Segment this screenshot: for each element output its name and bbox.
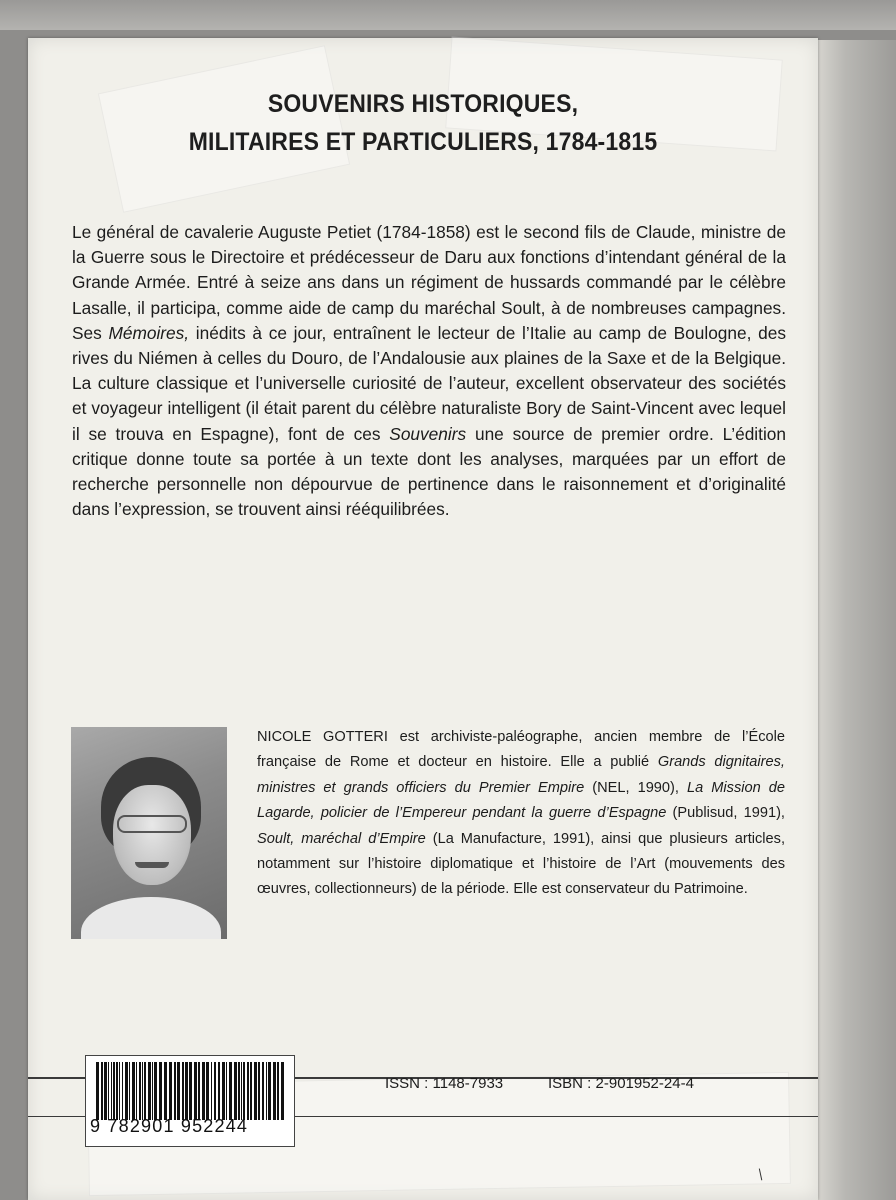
barcode-bar (250, 1062, 252, 1120)
barcode-bar (262, 1062, 264, 1120)
barcode-bar (108, 1062, 109, 1120)
barcode-bar (273, 1062, 276, 1120)
barcode-bar (243, 1062, 245, 1120)
barcode-bar (194, 1062, 197, 1120)
barcode-bar (122, 1062, 123, 1120)
barcode-bar (189, 1062, 192, 1120)
barcode-bar (258, 1062, 260, 1120)
bio-italic-title: Soult, maréchal d’Empire (257, 830, 426, 847)
bio-text: (NEL, 1990), (584, 779, 687, 796)
barcode-bar (206, 1062, 209, 1120)
author-photo (71, 727, 227, 939)
barcode-bar (136, 1062, 137, 1120)
barcode-bar (268, 1062, 271, 1120)
summary-italic-memoires: Mémoires, (108, 322, 190, 343)
barcode-bar (238, 1062, 240, 1120)
barcode-bar (104, 1062, 107, 1120)
barcode-bar (148, 1062, 151, 1120)
barcode-bar (174, 1062, 176, 1120)
barcode-bar (226, 1062, 227, 1120)
barcode-bar (125, 1062, 128, 1120)
barcode-bar (101, 1062, 103, 1120)
barcode-bar (211, 1062, 212, 1120)
barcode-bar (185, 1062, 188, 1120)
barcode-bar (96, 1062, 99, 1120)
isbn-number: ISBN : 2-901952-24-4 (548, 1075, 694, 1092)
summary-italic-souvenirs: Souvenirs (389, 423, 467, 444)
barcode-bar (198, 1062, 200, 1120)
barcode-bars (94, 1062, 286, 1120)
book-back-cover (28, 38, 818, 1200)
barcode-bar (164, 1062, 167, 1120)
bio-italic-title: La Mission de Lagarde, policier de l’Empereur pendant la guerre d’Espagne (257, 779, 785, 822)
barcode-bar (119, 1062, 120, 1120)
barcode-bar (129, 1062, 130, 1120)
bio-text: (Publisud, 1991), (666, 805, 785, 822)
barcode-bar (142, 1062, 143, 1120)
barcode-bar (113, 1062, 115, 1120)
summary-text: une source de premier ordre. L’édition critique donne toute sa portée à un texte dont les analyses, marquées par un effort de recherche personnelle non dépourvue de pertinence dans le raisonnement et d’originalité dans l’expression, se trouvent ainsi rééquilibrées. (72, 423, 787, 520)
barcode-digits: 9 782901 952244 (90, 1116, 249, 1136)
author-biography (257, 725, 785, 903)
bio-italic-title: Grands dignitaires, ministres et grands officiers du Premier Empire (257, 754, 785, 796)
barcode-bar (139, 1062, 141, 1120)
barcode-bar (247, 1062, 249, 1120)
book-edge (812, 40, 896, 1200)
barcode-bar (229, 1062, 232, 1120)
barcode-bar (144, 1062, 146, 1120)
barcode-bar (277, 1062, 279, 1120)
barcode-bar (182, 1062, 184, 1120)
barcode-bar (152, 1062, 153, 1120)
scan-background (0, 0, 896, 30)
barcode-bar (202, 1062, 205, 1120)
bio-text: NICOLE GOTTERI est archiviste-paléographe, ancien membre de l’École française de Rome et docteur en histoire. Elle a publié (257, 729, 785, 771)
barcode-bar (266, 1062, 267, 1120)
barcode-bar (177, 1062, 180, 1120)
barcode-bar (159, 1062, 162, 1120)
book-title-line-1: SOUVENIRS HISTORIQUES, (267, 90, 579, 118)
barcode-bar (154, 1062, 157, 1120)
barcode-bar (169, 1062, 172, 1120)
book-summary (72, 220, 786, 522)
issn-number: ISSN : 1148-7933 (385, 1075, 504, 1092)
barcode-bar (116, 1062, 118, 1120)
barcode-bar (222, 1062, 225, 1120)
bio-text: (La Manufacture, 1991), ainsi que plusieurs articles, notamment sur l’histoire diplomatique et l’histoire de l’Art (mouvements des œuvres, collectionneurs) de la période. Elle est conservateur du Patrimoine. (257, 830, 785, 898)
summary-text: Le général de cavalerie Auguste Petiet (1784-1858) est le second fils de Claude, ministre de la Guerre sous le Directoire et prédécesseur de Daru aux fonctions d’intendant général de la Grande Armée. Entré à seize ans dans un régiment de hussards commandé par le célèbre Lasalle, il participa, comme aide de camp du maréchal Soult, à de nombreuses campagnes. Ses (72, 222, 786, 343)
barcode-bar (241, 1062, 242, 1120)
barcode-bar (254, 1062, 257, 1120)
barcode (85, 1055, 295, 1147)
barcode-bar (214, 1062, 216, 1120)
barcode-bar (281, 1062, 284, 1120)
barcode-bar (234, 1062, 237, 1120)
barcode-bar (218, 1062, 220, 1120)
book-title-line-2: MILITAIRES ET PARTICULIERS, 1784-1815 (188, 128, 658, 156)
barcode-bar (111, 1062, 112, 1120)
barcode-bar (132, 1062, 135, 1120)
summary-text: inédits à ce jour, entraînent le lecteur de l’Italie au camp de Boulogne, des rives du Niémen à celles du Douro, de l’Andalousie aux plaines de la Saxe et de la Belgique. La culture classique et l’universelle curiosité de l’auteur, excellent observateur des sociétés et voyageur intelligent (il était parent du célèbre naturaliste Bory de Saint-Vincent avec lequel il se trouva en Espagne), font de ces (72, 322, 786, 444)
